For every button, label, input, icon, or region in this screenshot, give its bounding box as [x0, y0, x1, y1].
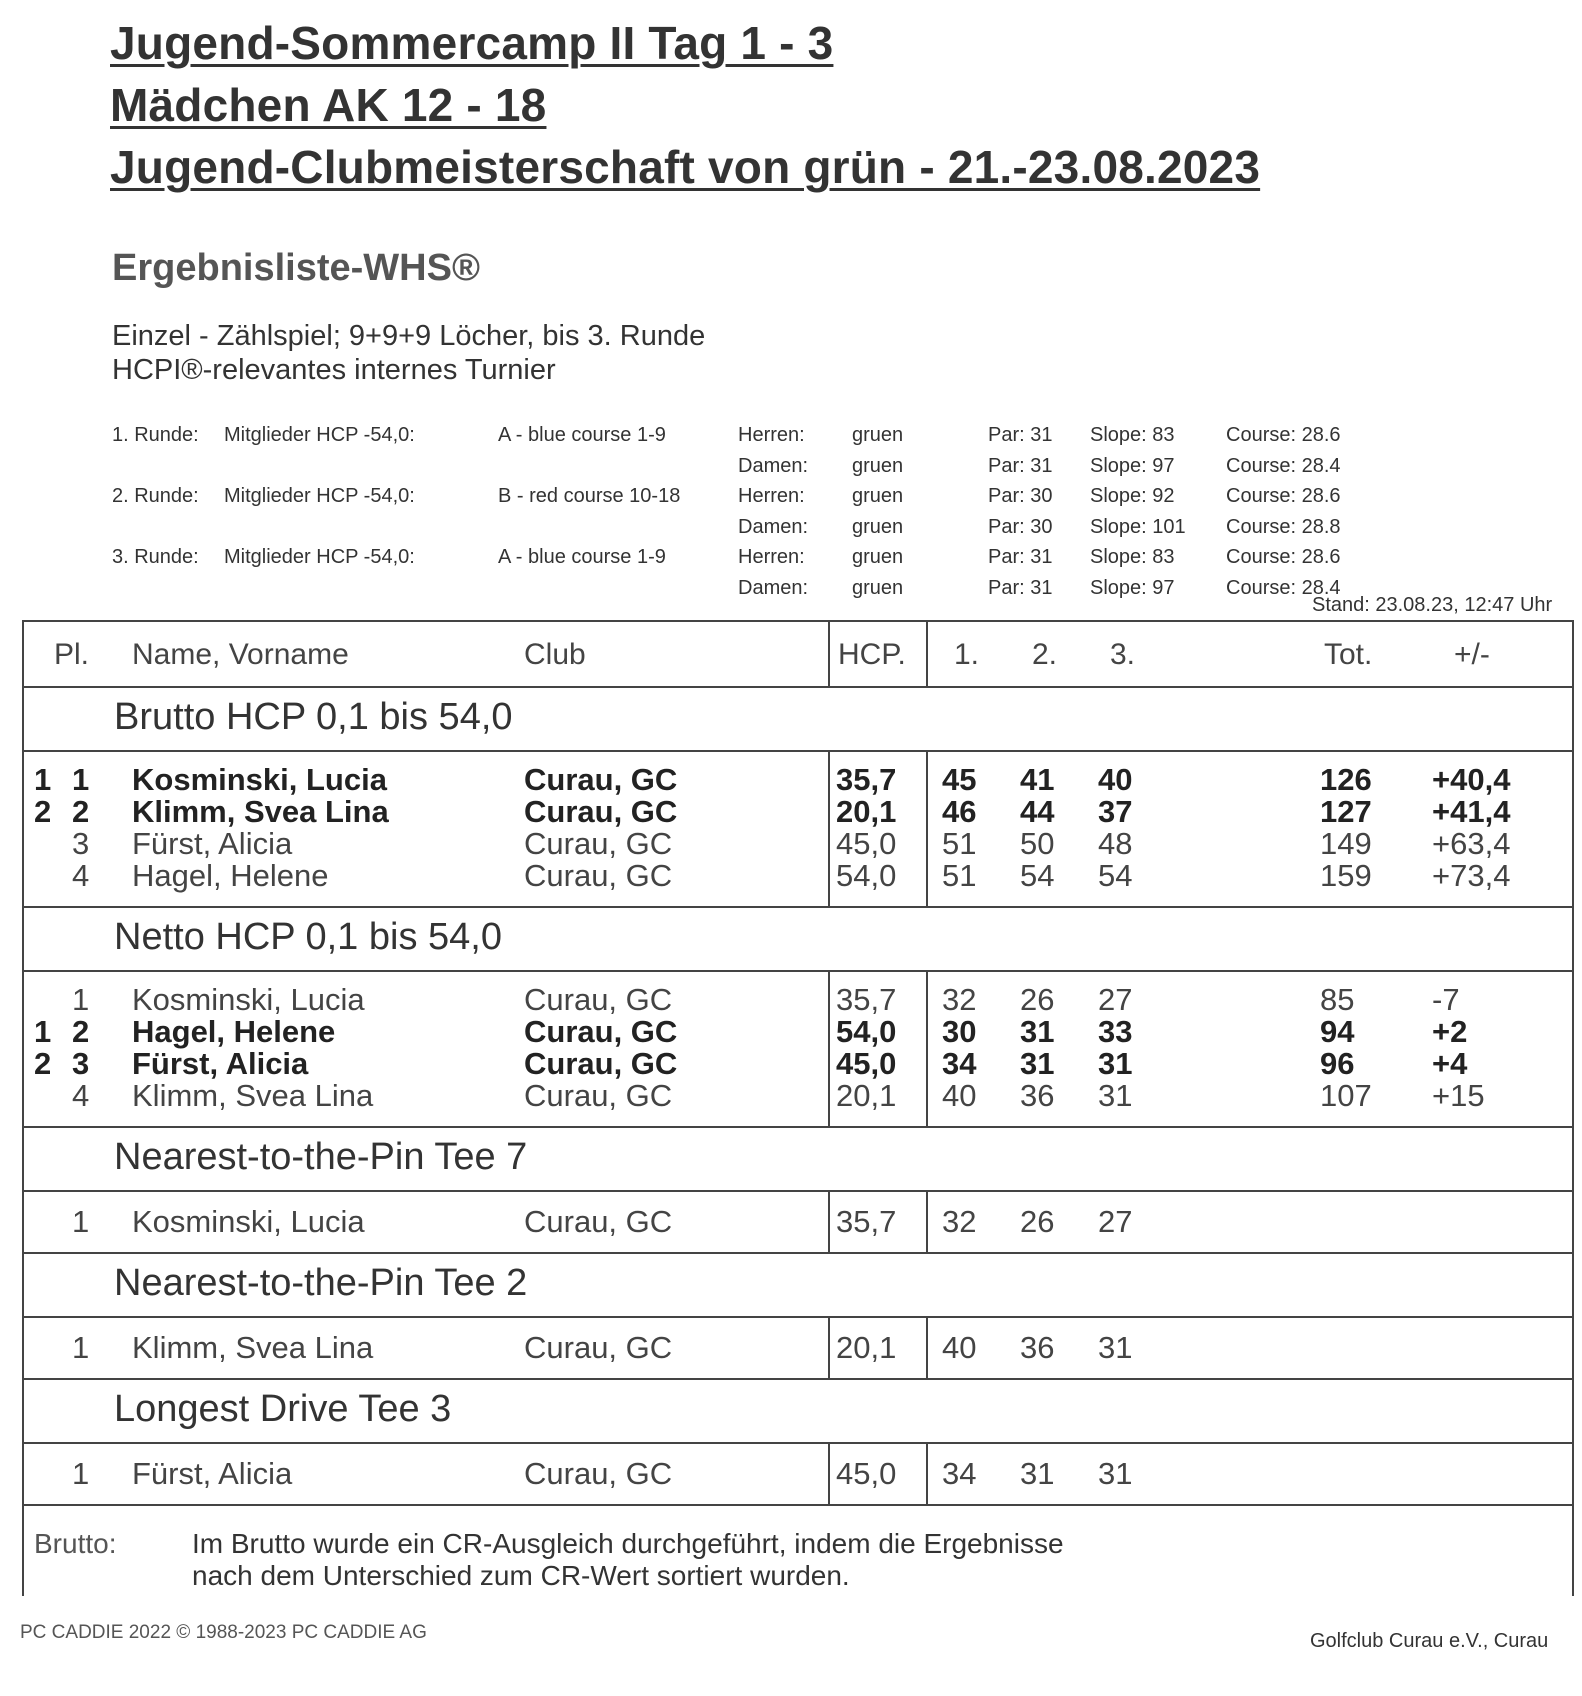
tee-color: gruen — [852, 485, 904, 507]
subtitle: Ergebnisliste-WHS® — [112, 247, 480, 289]
place: 1 — [72, 1204, 90, 1239]
round-2: 54 — [1020, 858, 1055, 893]
section-header — [24, 1254, 1572, 1318]
club: Curau, GC — [524, 1204, 673, 1239]
round-3: 54 — [1098, 858, 1133, 893]
col-club: Club — [524, 638, 586, 671]
round-course: B - red course 10-18 — [498, 485, 681, 507]
place: 3 — [72, 826, 90, 861]
section-title: Longest Drive Tee 3 — [114, 1388, 452, 1430]
tee-color: gruen — [852, 454, 904, 477]
total: 85 — [1320, 982, 1355, 1017]
footer-club: Golfclub Curau e.V., Curau — [1310, 1630, 1549, 1652]
round-1: 51 — [942, 858, 977, 893]
tee-course-rating: Course: 28.6 — [1226, 485, 1341, 507]
col-r3: 3. — [1110, 638, 1136, 671]
col-name: Name, Vorname — [132, 638, 349, 671]
round-3: 48 — [1098, 826, 1133, 861]
hcp: 54,0 — [836, 858, 897, 893]
divider — [828, 622, 830, 686]
table-row — [24, 860, 1572, 892]
round-1: 32 — [942, 1204, 977, 1239]
tee-color: gruen — [852, 576, 904, 599]
club: Curau, GC — [524, 794, 678, 829]
section-body — [24, 972, 1572, 1128]
results-table — [22, 620, 1574, 1596]
player-name: Klimm, Svea Lina — [132, 794, 389, 829]
round-3: 40 — [1098, 762, 1133, 797]
place: 4 — [72, 1078, 90, 1113]
tee-gender: Herren: — [738, 485, 805, 507]
hcp: 20,1 — [836, 794, 897, 829]
tee-color: gruen — [852, 424, 904, 446]
player-name: Fürst, Alicia — [132, 826, 293, 861]
tee-gender: Herren: — [738, 546, 805, 568]
player-name: Klimm, Svea Lina — [132, 1078, 374, 1113]
round-2: 36 — [1020, 1078, 1055, 1113]
round-1: 45 — [942, 762, 977, 797]
table-row — [24, 1080, 1572, 1112]
round-group: Mitglieder HCP -54,0: — [224, 546, 415, 568]
club: Curau, GC — [524, 762, 678, 797]
tee-course-rating: Course: 28.6 — [1226, 424, 1341, 446]
section-title: Nearest-to-the-Pin Tee 7 — [114, 1136, 528, 1178]
round-2: 31 — [1020, 1014, 1055, 1049]
round-2: 36 — [1020, 1330, 1055, 1365]
round-2: 26 — [1020, 982, 1055, 1017]
round-label: 2. Runde: — [112, 485, 199, 507]
diff: +73,4 — [1432, 858, 1511, 893]
diff: +40,4 — [1432, 762, 1511, 797]
stand-timestamp: Stand: 23.08.23, 12:47 Uhr — [1312, 594, 1553, 616]
round-group: Mitglieder HCP -54,0: — [224, 485, 415, 507]
table-row — [24, 1206, 1572, 1238]
club: Curau, GC — [524, 1456, 673, 1491]
place: 1 — [72, 762, 90, 797]
player-name: Fürst, Alicia — [132, 1046, 309, 1081]
col-r2: 2. — [1032, 638, 1058, 671]
player-name: Hagel, Helene — [132, 1014, 336, 1049]
hcp: 35,7 — [836, 982, 897, 1017]
round-3: 33 — [1098, 1014, 1133, 1049]
club: Curau, GC — [524, 982, 673, 1017]
section-title: Netto HCP 0,1 bis 54,0 — [114, 916, 502, 958]
player-name: Kosminski, Lucia — [132, 762, 387, 797]
hcp: 54,0 — [836, 1014, 897, 1049]
tee-par: Par: 30 — [988, 515, 1053, 538]
round-2: 41 — [1020, 762, 1055, 797]
prize-rank: 2 — [34, 1046, 52, 1081]
club: Curau, GC — [524, 826, 673, 861]
description-line-1: Einzel - Zählspiel; 9+9+9 Löcher, bis 3. Runde — [112, 320, 706, 352]
round-label: 1. Runde: — [112, 424, 199, 446]
title-line-1: Jugend-Sommercamp II Tag 1 - 3 — [110, 17, 834, 69]
prize-rank: 1 — [34, 762, 52, 797]
table-row — [24, 764, 1572, 796]
tee-slope: Slope: 97 — [1090, 454, 1175, 477]
round-1: 40 — [942, 1078, 977, 1113]
round-3: 27 — [1098, 982, 1133, 1017]
round-3: 27 — [1098, 1204, 1133, 1239]
round-3: 31 — [1098, 1078, 1133, 1113]
place: 2 — [72, 1014, 90, 1049]
tee-slope: Slope: 83 — [1090, 546, 1175, 568]
hcp: 45,0 — [836, 1456, 897, 1491]
note-label: Brutto: — [34, 1528, 117, 1559]
section-header — [24, 908, 1572, 972]
place: 1 — [72, 1456, 90, 1491]
col-pl: Pl. — [54, 638, 90, 671]
diff: -7 — [1432, 982, 1460, 1017]
place: 2 — [72, 794, 90, 829]
hcp: 35,7 — [836, 1204, 897, 1239]
table-row — [24, 1016, 1572, 1048]
tee-slope: Slope: 83 — [1090, 424, 1175, 446]
tee-par: Par: 31 — [988, 576, 1053, 599]
player-name: Kosminski, Lucia — [132, 982, 365, 1017]
club: Curau, GC — [524, 1330, 673, 1365]
club: Curau, GC — [524, 1014, 678, 1049]
note-text — [192, 1528, 1064, 1592]
tee-slope: Slope: 97 — [1090, 576, 1175, 599]
table-row — [24, 796, 1572, 828]
section-body — [24, 1318, 1572, 1380]
col-tot: Tot. — [1324, 638, 1373, 671]
place: 3 — [72, 1046, 90, 1081]
diff: +63,4 — [1432, 826, 1511, 861]
round-course: A - blue course 1-9 — [498, 546, 666, 568]
round-1: 51 — [942, 826, 977, 861]
tee-par: Par: 30 — [988, 485, 1053, 507]
tee-gender: Damen: — [738, 515, 809, 538]
hcp: 35,7 — [836, 762, 897, 797]
note-line-2: nach dem Unterschied zum CR-Wert sortiert wurden. — [192, 1560, 850, 1591]
table-row — [24, 1332, 1572, 1364]
round-2: 50 — [1020, 826, 1055, 861]
total: 96 — [1320, 1046, 1355, 1081]
total: 127 — [1320, 794, 1372, 829]
tee-course-rating: Course: 28.4 — [1226, 454, 1341, 477]
player-name: Klimm, Svea Lina — [132, 1330, 374, 1365]
table-row — [24, 1048, 1572, 1080]
section-body — [24, 1192, 1572, 1254]
diff: +2 — [1432, 1014, 1468, 1049]
player-name: Hagel, Helene — [132, 858, 329, 893]
section-title: Nearest-to-the-Pin Tee 2 — [114, 1262, 528, 1304]
tee-gender: Herren: — [738, 424, 805, 446]
club: Curau, GC — [524, 1046, 678, 1081]
col-diff: +/- — [1454, 638, 1490, 671]
section-header — [24, 688, 1572, 752]
round-1: 46 — [942, 794, 977, 829]
tee-gender: Damen: — [738, 454, 809, 477]
club: Curau, GC — [524, 858, 673, 893]
tee-course-rating: Course: 28.6 — [1226, 546, 1341, 568]
table-header — [24, 622, 1572, 688]
title-line-3: Jugend-Clubmeisterschaft von grün - 21.-23.08.2023 — [110, 141, 1261, 193]
footer-copyright: PC CADDIE 2022 © 1988-2023 PC CADDIE AG — [20, 1622, 427, 1643]
total: 159 — [1320, 858, 1372, 893]
note-line-1: Im Brutto wurde ein CR-Ausgleich durchgeführt, indem die Ergebnisse — [192, 1528, 1064, 1559]
tee-course-rating: Course: 28.4 — [1226, 576, 1341, 599]
place: 4 — [72, 858, 90, 893]
round-1: 34 — [942, 1456, 977, 1491]
round-1: 40 — [942, 1330, 977, 1365]
place: 1 — [72, 982, 90, 1017]
table-row — [24, 1458, 1572, 1490]
round-2: 31 — [1020, 1456, 1055, 1491]
tee-slope: Slope: 101 — [1090, 515, 1186, 538]
section-body — [24, 752, 1572, 908]
player-name: Kosminski, Lucia — [132, 1204, 365, 1239]
tee-par: Par: 31 — [988, 424, 1053, 446]
round-3: 31 — [1098, 1456, 1133, 1491]
round-1: 32 — [942, 982, 977, 1017]
round-1: 30 — [942, 1014, 977, 1049]
total: 107 — [1320, 1078, 1372, 1113]
hcp: 45,0 — [836, 826, 897, 861]
round-2: 31 — [1020, 1046, 1055, 1081]
description-line-2: HCPI®-relevantes internes Turnier — [112, 354, 556, 386]
round-course: A - blue course 1-9 — [498, 424, 666, 446]
hcp: 20,1 — [836, 1078, 897, 1113]
place: 1 — [72, 1330, 90, 1365]
tee-par: Par: 31 — [988, 546, 1053, 568]
round-group: Mitglieder HCP -54,0: — [224, 424, 415, 446]
section-body — [24, 1444, 1572, 1506]
total: 94 — [1320, 1014, 1355, 1049]
round-3: 31 — [1098, 1046, 1133, 1081]
tee-color: gruen — [852, 515, 904, 538]
round-2: 44 — [1020, 794, 1055, 829]
diff: +41,4 — [1432, 794, 1511, 829]
table-row — [24, 984, 1572, 1016]
total: 149 — [1320, 826, 1372, 861]
prize-rank: 1 — [34, 1014, 52, 1049]
round-1: 34 — [942, 1046, 977, 1081]
col-r1: 1. — [954, 638, 980, 671]
tee-course-rating: Course: 28.8 — [1226, 515, 1341, 538]
prize-rank: 2 — [34, 794, 52, 829]
player-name: Fürst, Alicia — [132, 1456, 293, 1491]
note — [24, 1506, 1572, 1596]
section-title: Brutto HCP 0,1 bis 54,0 — [114, 696, 513, 738]
tee-gender: Damen: — [738, 576, 809, 599]
table-row — [24, 828, 1572, 860]
title-line-2: Mädchen AK 12 - 18 — [110, 79, 547, 131]
club: Curau, GC — [524, 1078, 673, 1113]
diff: +4 — [1432, 1046, 1468, 1081]
tee-color: gruen — [852, 546, 904, 568]
round-3: 37 — [1098, 794, 1133, 829]
round-2: 26 — [1020, 1204, 1055, 1239]
hcp: 20,1 — [836, 1330, 897, 1365]
hcp: 45,0 — [836, 1046, 897, 1081]
section-header — [24, 1128, 1572, 1192]
round-label: 3. Runde: — [112, 546, 199, 568]
col-hcp: HCP. — [838, 638, 906, 671]
diff: +15 — [1432, 1078, 1485, 1113]
total: 126 — [1320, 762, 1372, 797]
section-header — [24, 1380, 1572, 1444]
round-3: 31 — [1098, 1330, 1133, 1365]
divider — [926, 622, 928, 686]
tee-slope: Slope: 92 — [1090, 485, 1175, 507]
tee-par: Par: 31 — [988, 454, 1053, 477]
